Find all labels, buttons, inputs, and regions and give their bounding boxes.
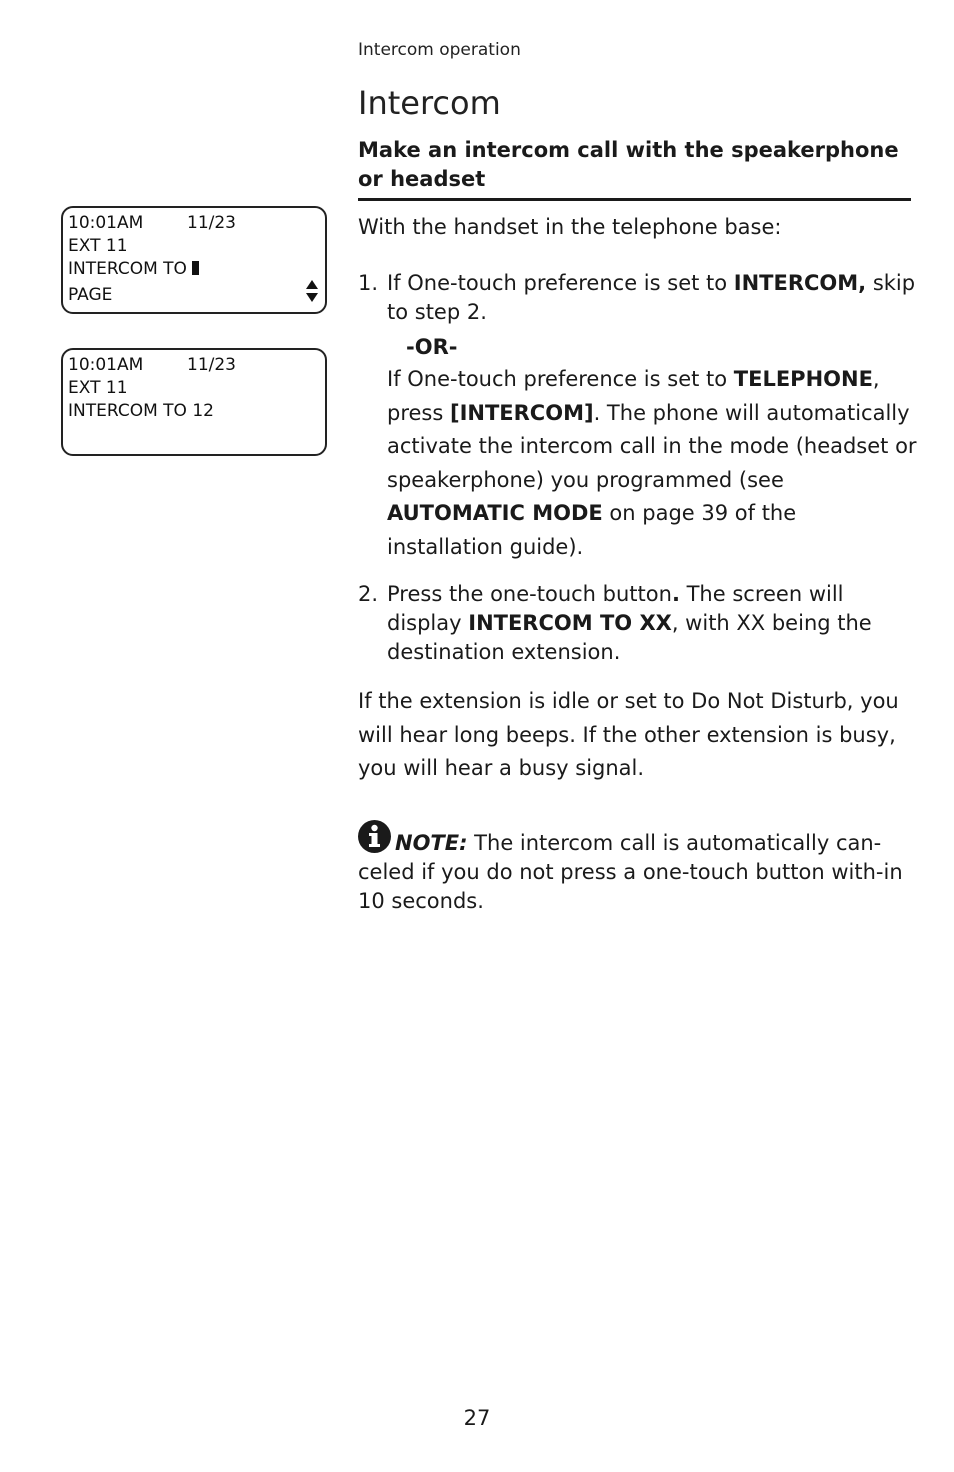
text: on page 39 of the installation guide). (387, 501, 797, 559)
section-label: Intercom operation (358, 40, 521, 60)
text: If One-touch preference is set to (387, 271, 734, 295)
note-text: The intercom call is automatically can-celed if you do not press a one-touch button with-in 10 seconds. (358, 831, 903, 913)
keyword: TELEPHONE (733, 367, 873, 391)
subheading: Make an intercom call with the speakerphone or headset (358, 136, 911, 201)
text: . (671, 582, 680, 606)
handset-screen-1 (61, 206, 327, 314)
keyword: INTERCOM TO XX (468, 611, 672, 635)
screen-line: INTERCOM TO (68, 259, 187, 279)
info-icon (358, 820, 391, 853)
step-content (387, 580, 918, 667)
step-number: 2. (358, 582, 379, 606)
step-content (387, 269, 918, 565)
step-1-option-a (387, 269, 918, 327)
screen-date: 11/23 (187, 213, 236, 233)
text: , press (387, 367, 880, 425)
screen-date: 11/23 (187, 355, 236, 375)
screen-line: PAGE (68, 285, 113, 305)
text: , with XX being the destination extension. (387, 611, 872, 664)
note (358, 820, 918, 916)
handset-screen-2 (61, 348, 327, 456)
intro-text: With the handset in the telephone base: (358, 215, 782, 239)
keyword: INTERCOM, (733, 271, 867, 295)
step-2 (358, 580, 918, 667)
step-number: 1. (358, 271, 379, 295)
text: The screen will display (387, 582, 844, 635)
step-1 (358, 269, 918, 565)
or-separator: -OR- (406, 335, 458, 359)
keyword: AUTOMATIC MODE (387, 501, 603, 526)
note-label: NOTE: (395, 831, 468, 855)
text: skip to step 2. (387, 271, 916, 324)
step-1-option-b (387, 363, 918, 565)
info-paragraph: If the extension is idle or set to Do Not Disturb, you will hear long beeps. If the other extension is busy, you will hear a busy signal. (358, 689, 899, 781)
page-title: Intercom (358, 84, 501, 122)
screen-time: 10:01AM (68, 213, 144, 233)
screen-extension: EXT 11 (68, 236, 128, 256)
page-number: 27 (463, 1406, 491, 1430)
screen-row (68, 259, 199, 279)
cursor-icon (192, 261, 199, 275)
scroll-arrows-icon (306, 280, 318, 302)
screen-extension: EXT 11 (68, 378, 128, 398)
key-name: [INTERCOM] (449, 400, 594, 425)
screen-row (68, 213, 236, 233)
screen-row (68, 355, 236, 375)
screen-line: INTERCOM TO 12 (68, 401, 214, 421)
text: . The phone will automatically activate the intercom call in the mode (headset or speakerphone) you programmed (see (387, 400, 917, 492)
screen-time: 10:01AM (68, 355, 144, 375)
text: If One-touch preference is set to (387, 367, 734, 391)
text: Press the one-touch button (387, 582, 672, 606)
